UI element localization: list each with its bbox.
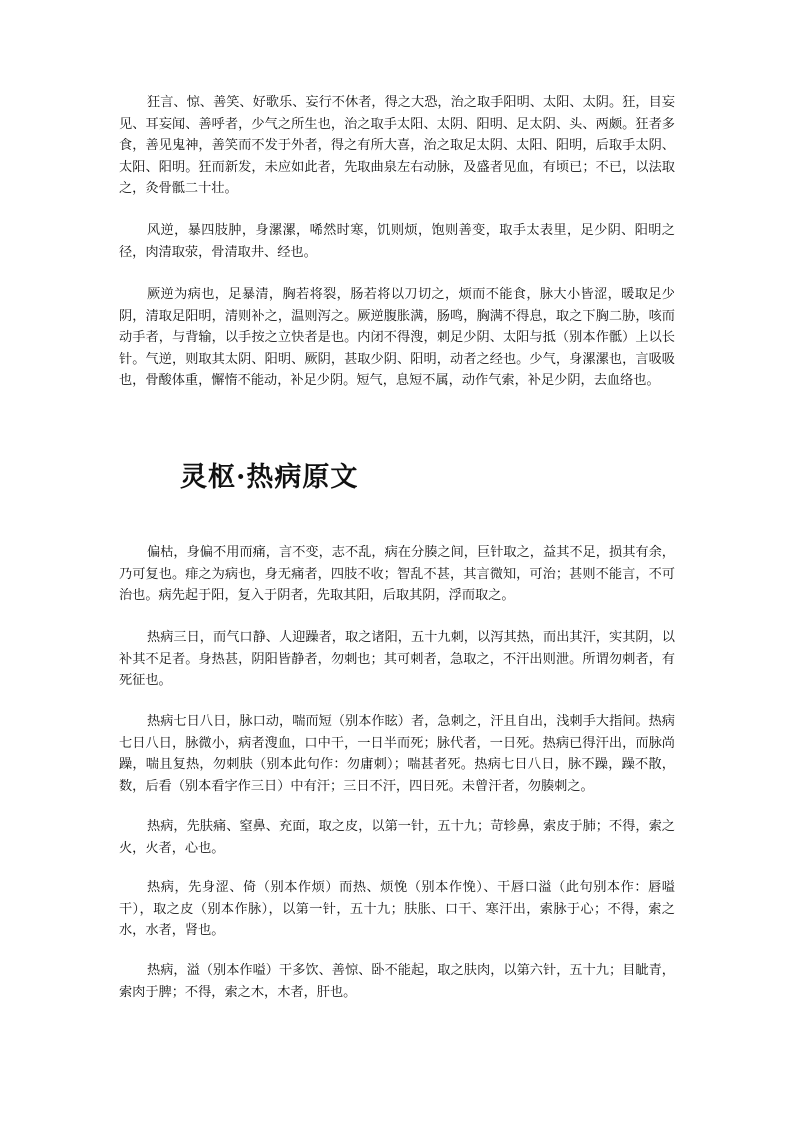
paragraph: 热病，先身涩、倚（别本作烦）而热、烦悗（别本作悗）、干唇口溢（此句别本作：唇嗌干），取之皮（别本作脉），以第一针，五十九；肤胀、口干、寒汗出，索脉于心；不得，索之水，水者，肾也。 — [119, 880, 675, 938]
section-heading: 灵枢·热病原文 — [180, 462, 359, 493]
paragraph: 热病三日，而气口静、人迎躁者，取之诸阳，五十九刺，以泻其热，而出其汗，实其阴，以补其不足者。身热甚，阴阳皆静者，勿刺也；其可刺者，急取之，不汗出则泄。所谓勿刺者，有死征也。 — [119, 630, 675, 688]
paragraph: 热病，溢（别本作嗌）干多饮、善惊、卧不能起，取之肤肉，以第六针，五十九；目眦青，索肉于脾；不得，索之木，木者，肝也。 — [119, 963, 675, 1000]
paragraph: 热病七日八日，脉口动，喘而短（别本作眩）者，急刺之，汗且自出，浅刺手大指间。热病七日八日，脉微小，病者溲血，口中干，一日半而死；脉代者，一日死。热病已得汗出，而脉尚躁，喘且复热，勿刺肤（别本此句作：勿庸刺）；喘甚者死。热病七日八日，脉不躁，躁不散，数，后看（别本看字作三日）中有汗；三日不汗，四日死。未曾汗者，勿腠刺之。 — [119, 714, 675, 794]
paragraph: 风逆，暴四肢肿，身漯漯，唏然时寒，饥则烦，饱则善变，取手太表里，足少阴、阳明之径，肉清取荥，骨清取井、经也。 — [119, 223, 675, 260]
paragraph: 偏枯，身偏不用而痛，言不变，志不乱，病在分腠之间，巨针取之，益其不足，损其有余，乃可复也。痱之为病也，身无痛者，四肢不收；智乱不甚，其言微知，可治；甚则不能言，不可治也。病先起于阳，复入于阴者，先取其阳，后取其阴，浮而取之。 — [119, 545, 675, 603]
paragraph: 热病，先肤痛、窒鼻、充面，取之皮，以第一针，五十九；苛轸鼻，索皮于肺；不得，索之火，火者，心也。 — [119, 819, 675, 856]
paragraph: 狂言、惊、善笑、好歌乐、妄行不休者，得之大恐，治之取手阳明、太阳、太阴。狂，目妄见、耳妄闻、善呼者，少气之所生也，治之取手太阳、太阴、阳明、足太阴、头、两颇。狂者多食，善见鬼神，善笑而不发于外者，得之有所大喜，治之取足太阴、太阳、阳明，后取手太阴、太阳、阳明。狂而新发，未应如此者，先取曲泉左右动脉，及盛者见血，有顷已；不已，以法取之，灸骨骶二十壮。 — [119, 95, 675, 196]
paragraph: 厥逆为病也，足暴清，胸若将裂，肠若将以刀切之，烦而不能食，脉大小皆涩，暖取足少阴，清取足阳明，清则补之，温则泻之。厥逆腹胀满，肠鸣，胸满不得息，取之下胸二胁，咳而动手者，与背输，以手按之立快者是也。内闭不得溲，刺足少阴、太阳与抵（别本作骶）上以长针。气逆，则取其太阴、阳明、厥阴，甚取少阴、阳明，动者之经也。少气，身漯漯也，言吸吸也，骨酸体重，懈惰不能动，补足少阴。短气，息短不属，动作气索，补足少阴，去血络也。 — [119, 287, 675, 388]
